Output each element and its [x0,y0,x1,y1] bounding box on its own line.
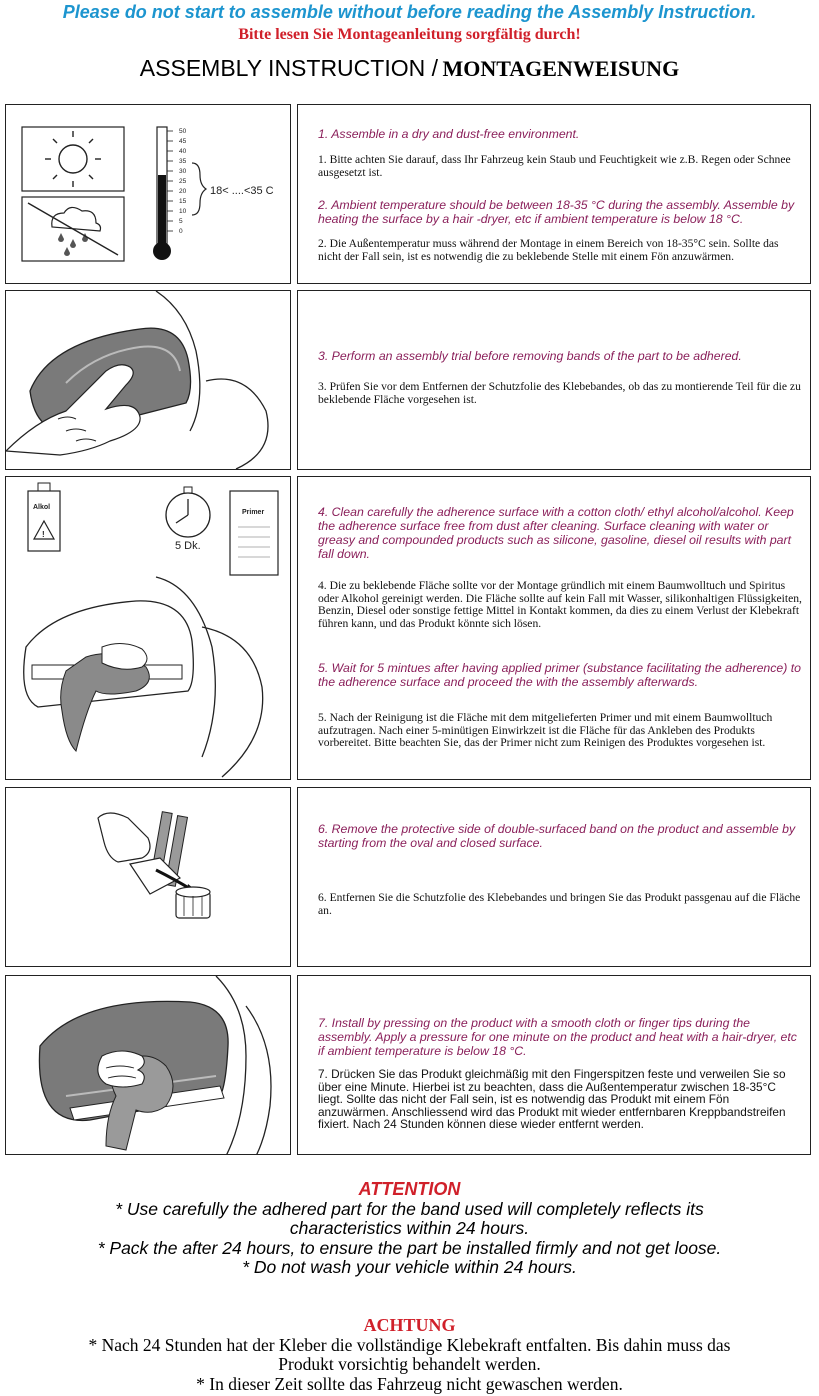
step-3-german: 3. Prüfen Sie vor dem Entfernen der Schutzfolie des Klebebandes, ob das zu montierende Teil für die zu beklebende Fläche vorgesehen ist. [318,380,801,406]
sun-icon [22,127,124,191]
temperature-range-label: 18< ....<35 C [210,185,274,197]
primer-label: Primer [242,509,265,516]
illustration-install [5,975,291,1155]
page-title [0,55,819,82]
step-6-panel [297,787,811,967]
illustration-remove-film [5,787,291,967]
step-7-panel [297,975,811,1155]
achtung-line-3: * In dieser Zeit sollte das Fahrzeug nicht gewaschen werden. [196,1374,623,1394]
achtung-line-2: Produkt vorsichtig behandelt werden. [278,1354,541,1374]
step-5-german: 5. Nach der Reinigung ist die Fläche mit dem mitgelieferten Primer und mit einem Baumwolltuch aufzutragen. Nach einer 5-minütigen Einwirkzeit ist die Fläche für das Ankleben des Produkts vorbereitet. Bitte beachten Sie, das der Primer nicht zum Reinigen des Produktes vorgesehen ist. [318,711,773,750]
attention-line-2: characteristics within 24 hours. [289,1218,530,1238]
thermometer-tick: 15 [179,198,187,205]
step-6-english: 6. Remove the protective side of double-surfaced band on the product and assemble by starting from the oval and closed surface. [318,822,796,850]
svg-text:!: ! [42,530,45,539]
title-english: ASSEMBLY INSTRUCTION / [139,55,438,81]
alcohol-bottle-icon [28,483,60,551]
step-2-german: 2. Die Außentemperatur muss während der Montage in einem Bereich von 18-35°C sein. Sollte das nicht der Fall sein, ist es notwendig die zu beklebende Stelle mit einem Fön anzuwärmen. [318,237,779,263]
warning-english: Please do not start to assemble without before reading the Assembly Instruction. [62,2,757,22]
step-3-panel [297,290,811,470]
primer-sheet-icon [230,491,278,575]
alcohol-label: Alkol [33,504,51,511]
step-1-german: 1. Bitte achten Sie darauf, dass Ihr Fahrzeug kein Staub und Feuchtigkeit wie z.B. Regen oder Schnee ausgesetzt ist. [318,153,791,179]
thermometer-tick: 10 [179,208,187,215]
step-6-german: 6. Entfernen Sie die Schutzfolie des Klebebandes und bringen Sie das Produkt passgenau auf die Fläche an. [318,891,801,917]
no-rain-icon [22,197,124,261]
clock-icon [166,487,210,552]
thermometer-tick: 25 [179,178,187,185]
mirror-cleaning-icon [24,577,263,777]
thermometer-tick: 20 [179,188,187,195]
mirror-install-icon [39,976,271,1155]
step-1-2-panel [297,104,811,284]
thermometer-tick: 5 [179,218,183,225]
illustration-environment [5,104,291,284]
thermometer-tick: 50 [179,128,187,135]
title-german: MONTAGENWEISUNG [442,56,680,81]
thermometer-tick: 30 [179,168,187,175]
attention-title: ATTENTION [358,1179,461,1199]
attention-line-4: * Do not wash your vehicle within 24 hours. [242,1257,577,1277]
step-7-german: 7. Drücken Sie das Produkt gleichmäßig mit den Fingerspitzen feste und verweilen Sie so über eine Minute. Hierbei ist zu beachten, dass die Außentemperatur zwischen 18-35°C liegt. Sollte das nicht der Fall sein, ist es notwendig das Produkt mit einem Fön anzuwärmen. Anschliessend wird das Produkt mit wieder entfernbaren Kreppbandstreifen fixiert. Nach 24 Stunden können diese wieder entfernt werden. [318,1067,786,1131]
warning-german: Bitte lesen Sie Montageanleitung sorgfältig durch! [238,26,581,43]
thermometer-tick: 35 [179,158,187,165]
attention-line-1: * Use carefully the adhered part for the band used will completely reflects its [115,1199,704,1219]
thermometer-icon [153,127,274,260]
thermometer-tick: 40 [179,148,187,155]
attention-line-3: * Pack the after 24 hours, to ensure the part be installed firmly and not get loose. [97,1238,722,1258]
clock-label: 5 Dk. [175,540,201,552]
illustration-trial-fit [5,290,291,470]
step-3-english: 3. Perform an assembly trial before removing bands of the part to be adhered. [318,349,742,363]
step-4-5-panel [297,476,811,780]
achtung-line-1: * Nach 24 Stunden hat der Kleber die vollständige Klebekraft entfalten. Bis dahin muss das [88,1335,731,1355]
step-1-english: 1. Assemble in a dry and dust-free environment. [318,127,580,141]
thermometer-tick: 45 [179,138,187,145]
remove-film-icon [98,812,210,918]
step-7-english: 7. Install by pressing on the product with a smooth cloth or finger tips during the assembly. Apply a pressure for one minute on the product and heat with a hair-dryer, etc if ambient temperature is below 18 °C. [318,1016,797,1058]
step-4-english: 4. Clean carefully the adherence surface with a cotton cloth/ ethyl alcohol/alcohol. Keep the adherence surface free from dust after cleaning. Surface cleaning with water or greasy and compounded products such as silicone, gasoline, diesel oil results with part fall down. [318,505,794,561]
achtung-title: ACHTUNG [363,1315,456,1335]
illustration-cleaning [5,476,291,780]
step-5-english: 5. Wait for 5 mintues after having applied primer (substance facilitating the adherence) to the adherence surface and proceed the with the assembly afterwards. [318,661,802,689]
step-2-english: 2. Ambient temperature should be between 18-35 °C during the assembly. Assemble by heating the surface by a hair -dryer, etc if ambient temperature is below 18 °C. [318,198,795,226]
thermometer-tick: 0 [179,228,183,235]
mirror-trial-icon [6,291,268,469]
step-4-german: 4. Die zu beklebende Fläche sollte vor der Montage gründlich mit einem Baumwolltuch und Spiritus oder Alkohol gereinigt werden. Die Fläche sollte auf kein Fall mit Wasser, silikonhaltigen Flüssigkeiten, Benzin, Diesel oder sonstige fettige Mittel in Kontakt kommen, da dies zu einem Verlust der Klebekraft führen kann, und das Produkt könnte sich lösen. [318,579,802,630]
